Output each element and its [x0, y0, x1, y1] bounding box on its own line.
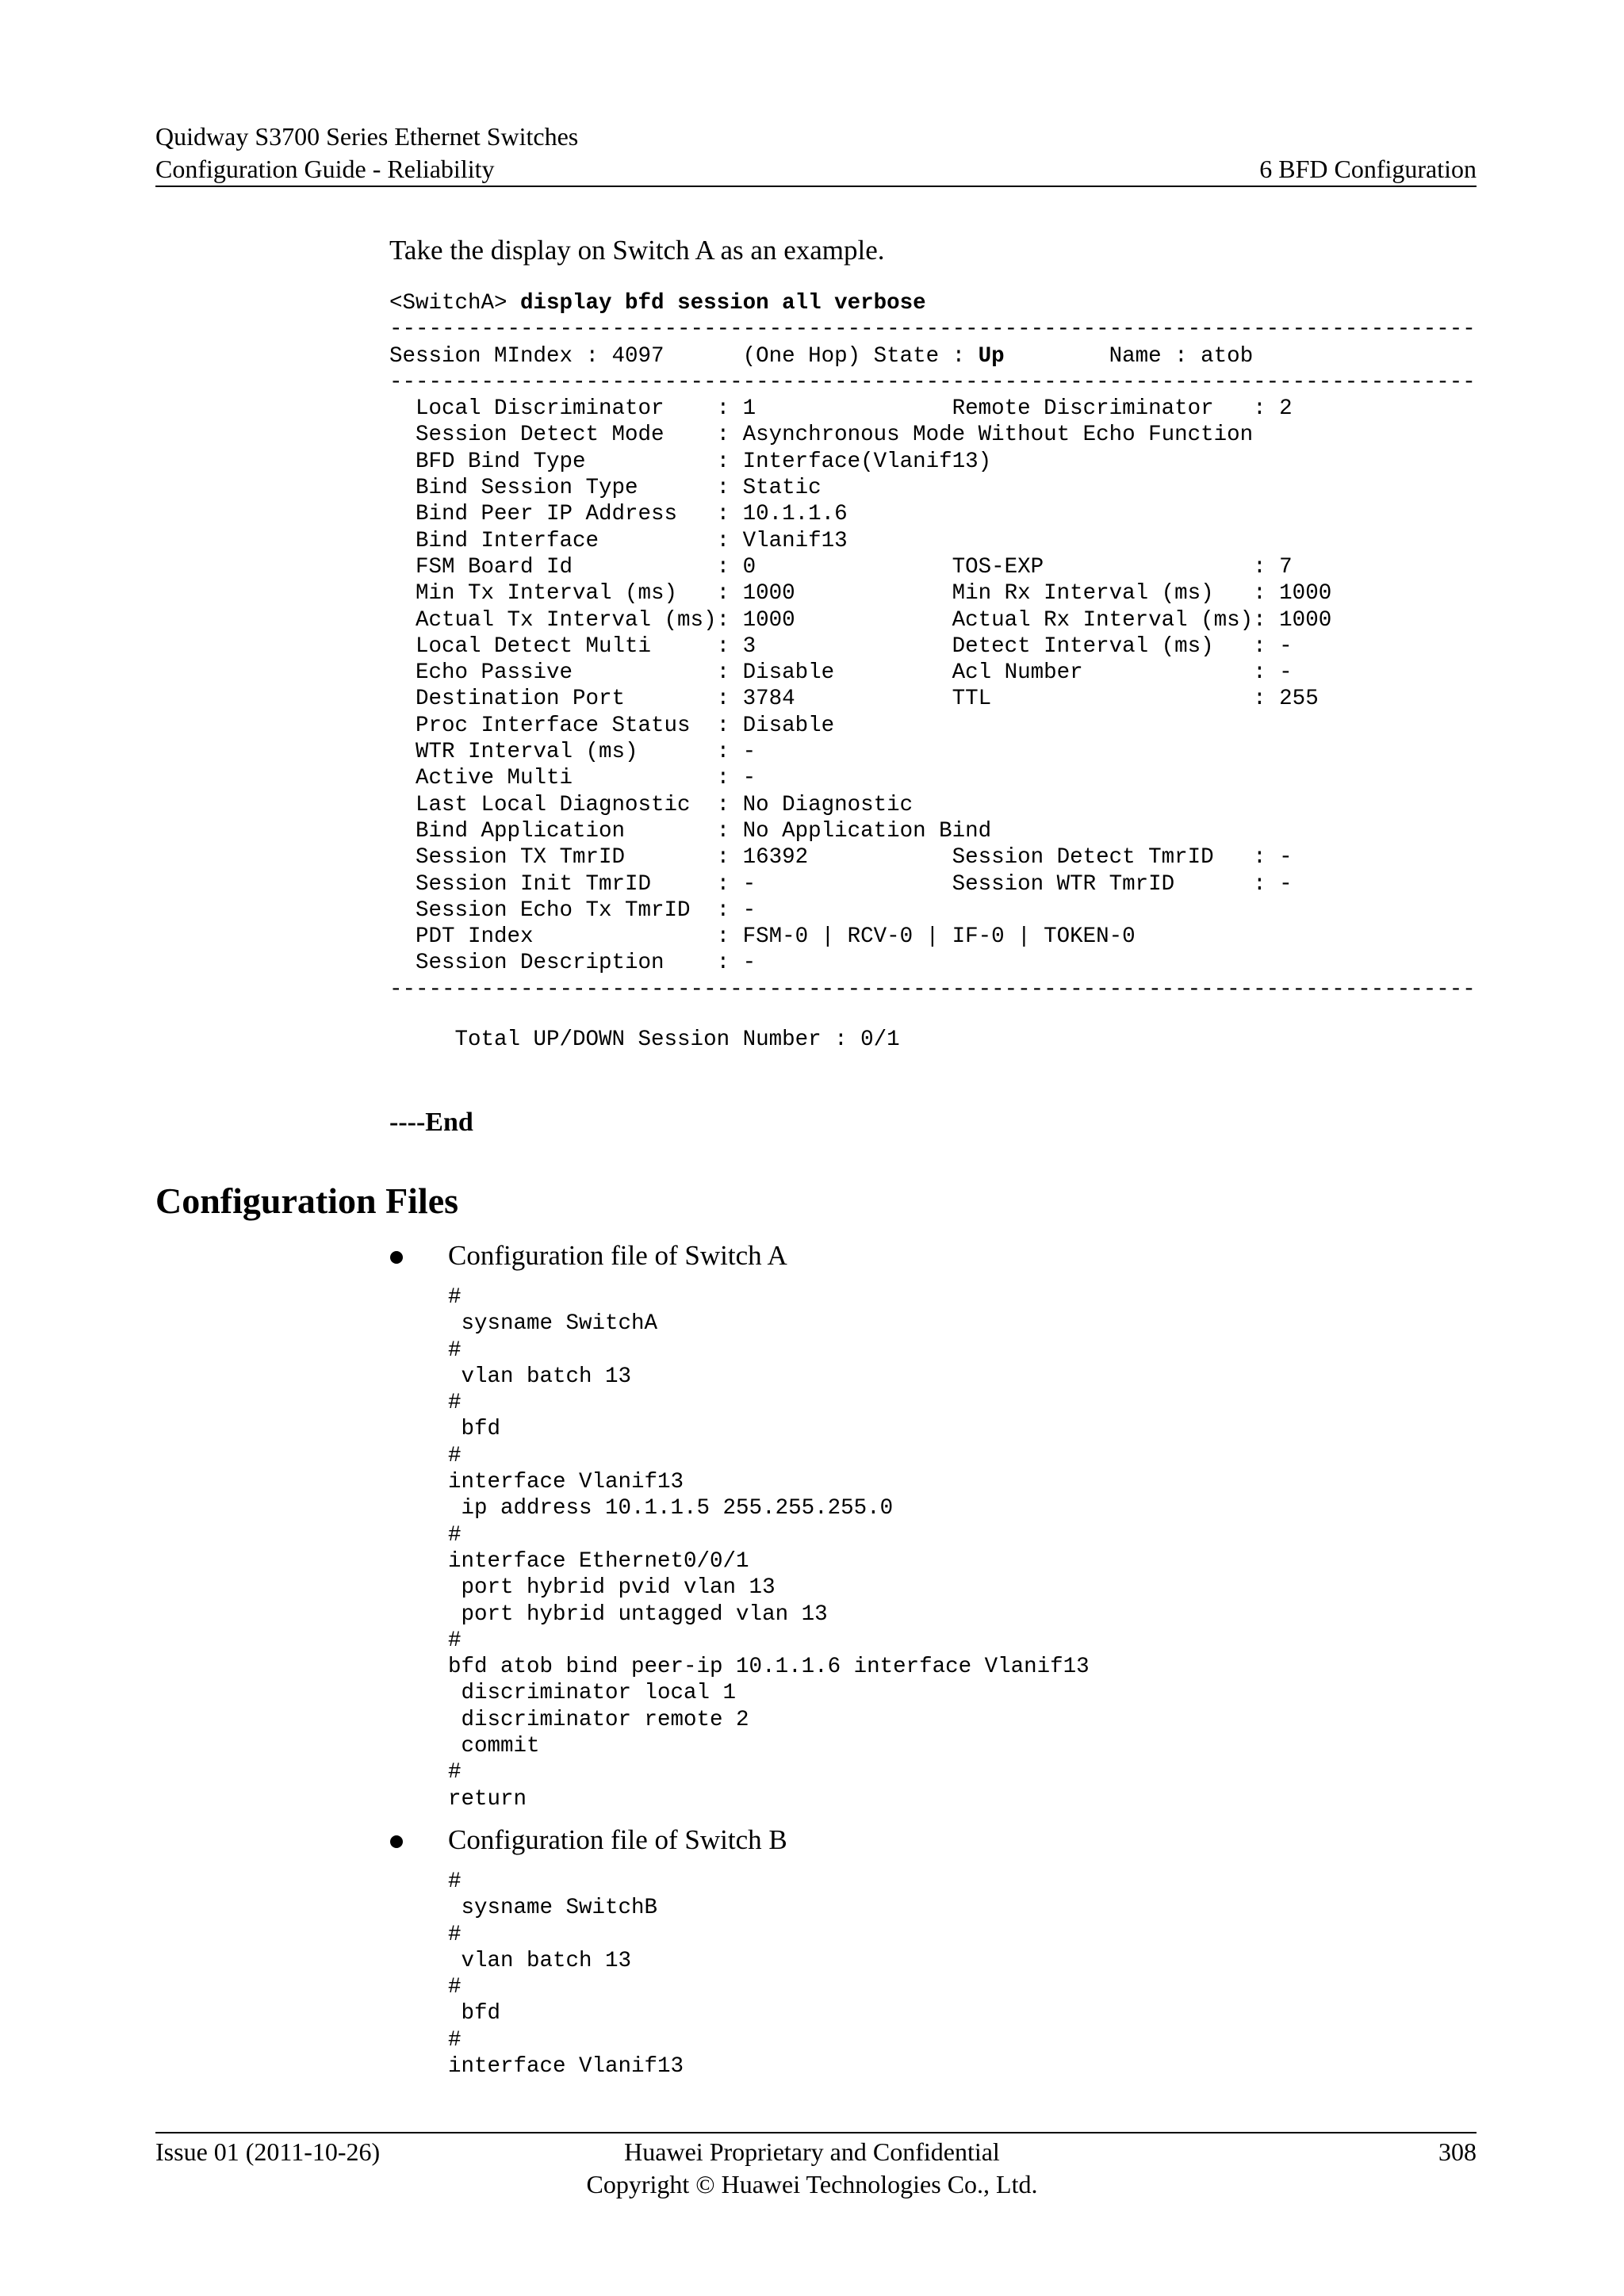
config-a-title: Configuration file of Switch A [448, 1240, 787, 1271]
config-line: # [448, 2027, 462, 2053]
session-state: Up [978, 343, 1005, 369]
config-line: interface Vlanif13 [448, 2054, 684, 2080]
command-text: display bfd session all verbose [520, 291, 926, 316]
config-line: sysname SwitchB [448, 1896, 658, 1921]
config-line: bfd atob bind peer-ip 10.1.1.6 interface Vlanif13 [448, 1655, 1090, 1680]
bullet-icon [390, 1251, 403, 1264]
session-detail-line: Bind Peer IP Address : 10.1.1.6 [389, 502, 848, 527]
config-line: # [448, 1922, 462, 1947]
config-line: discriminator remote 2 [448, 1707, 749, 1732]
config-line: port hybrid pvid vlan 13 [448, 1575, 776, 1601]
session-detail-line: Session Description : - [389, 951, 756, 976]
config-line: discriminator local 1 [448, 1681, 737, 1706]
header-guide: Configuration Guide - Reliability [155, 155, 495, 183]
section-title: Configuration Files [155, 1181, 459, 1221]
config-line: # [448, 1337, 462, 1363]
end-marker: ----End [389, 1108, 473, 1137]
config-a-code [448, 1284, 1090, 1812]
separator-top: ----------------------------------------------------------------------------------- [389, 317, 1476, 342]
config-line: bfd [448, 1417, 501, 1442]
header-product: Quidway S3700 Series Ethernet Switches [155, 122, 579, 151]
header-rule [155, 186, 1477, 187]
footer-confidential: Huawei Proprietary and Confidential [624, 2137, 1000, 2166]
session-detail-line: WTR Interval (ms) : - [389, 740, 756, 765]
command-output [389, 290, 1476, 1003]
config-line: # [448, 1760, 462, 1785]
config-line: bfd [448, 2001, 501, 2026]
config-line: port hybrid untagged vlan 13 [448, 1601, 828, 1627]
config-line: # [448, 1869, 462, 1894]
session-detail-line: Local Detect Multi : 3 Detect Interval (ms) : - [389, 633, 1293, 659]
session-detail-line: Bind Application : No Application Bind [389, 818, 992, 844]
config-b-title: Configuration file of Switch B [448, 1824, 787, 1855]
config-line: commit [448, 1734, 540, 1759]
session-detail-line: Active Multi : - [389, 766, 756, 791]
config-b-code [448, 1869, 684, 2080]
session-detail-line: Actual Tx Interval (ms): 1000 Actual Rx Interval (ms): 1000 [389, 607, 1332, 633]
separator-bottom: ----------------------------------------------------------------------------------- [389, 977, 1476, 1002]
footer-rule [155, 2132, 1477, 2133]
config-line: # [448, 1443, 462, 1468]
total-session-line: Total UP/DOWN Session Number : 0/1 [389, 1027, 900, 1052]
session-detail-line: Session TX TmrID : 16392 Session Detect TmrID : - [389, 845, 1293, 871]
config-line: # [448, 1285, 462, 1310]
session-detail-line: Destination Port : 3784 TTL : 255 [389, 687, 1319, 712]
footer-page-number: 308 [1438, 2137, 1477, 2166]
config-line: interface Vlanif13 [448, 1470, 684, 1495]
session-detail-line: Min Tx Interval (ms) : 1000 Min Rx Interval (ms) : 1000 [389, 581, 1332, 607]
session-detail-line: Session Echo Tx TmrID : - [389, 897, 756, 923]
config-line: interface Ethernet0/0/1 [448, 1548, 749, 1574]
session-detail-line: BFD Bind Type : Interface(Vlanif13) [389, 449, 992, 474]
config-line: # [448, 1628, 462, 1653]
config-line: vlan batch 13 [448, 1948, 632, 1973]
footer-issue: Issue 01 (2011-10-26) [155, 2137, 381, 2166]
session-details [389, 396, 1331, 975]
session-prefix: Session MIndex : 4097 (One Hop) State : [389, 343, 979, 369]
separator-mid: ----------------------------------------------------------------------------------- [389, 369, 1476, 395]
session-detail-line: Session Detect Mode : Asynchronous Mode Without Echo Function [389, 423, 1254, 448]
session-detail-line: Session Init TmrID : - Session WTR TmrID : - [389, 871, 1293, 897]
config-line: # [448, 1975, 462, 2000]
session-detail-line: PDT Index : FSM-0 | RCV-0 | IF-0 | TOKEN-0 [389, 924, 1136, 950]
command-prompt: <SwitchA> [389, 291, 521, 316]
config-line: return [448, 1786, 527, 1812]
session-detail-line: Local Discriminator : 1 Remote Discriminator : 2 [389, 396, 1293, 422]
footer-copyright: Copyright © Huawei Technologies Co., Ltd. [586, 2170, 1038, 2198]
config-line: ip address 10.1.1.5 255.255.255.0 [448, 1496, 894, 1521]
session-detail-line: Last Local Diagnostic : No Diagnostic [389, 792, 914, 817]
header-chapter: 6 BFD Configuration [1259, 155, 1477, 183]
session-detail-line: Bind Interface : Vlanif13 [389, 528, 848, 553]
config-line: # [448, 1522, 462, 1548]
session-detail-line: Echo Passive : Disable Acl Number : - [389, 660, 1293, 686]
intro-text: Take the display on Switch A as an example. [389, 235, 885, 266]
config-line: # [448, 1391, 462, 1416]
config-line: sysname SwitchA [448, 1311, 658, 1337]
session-suffix: Name : atob [1004, 343, 1254, 369]
bullet-icon [390, 1835, 403, 1848]
session-detail-line: Bind Session Type : Static [389, 476, 822, 501]
session-detail-line: Proc Interface Status : Disable [389, 713, 835, 738]
config-line: vlan batch 13 [448, 1364, 632, 1389]
session-detail-line: FSM Board Id : 0 TOS-EXP : 7 [389, 554, 1293, 580]
